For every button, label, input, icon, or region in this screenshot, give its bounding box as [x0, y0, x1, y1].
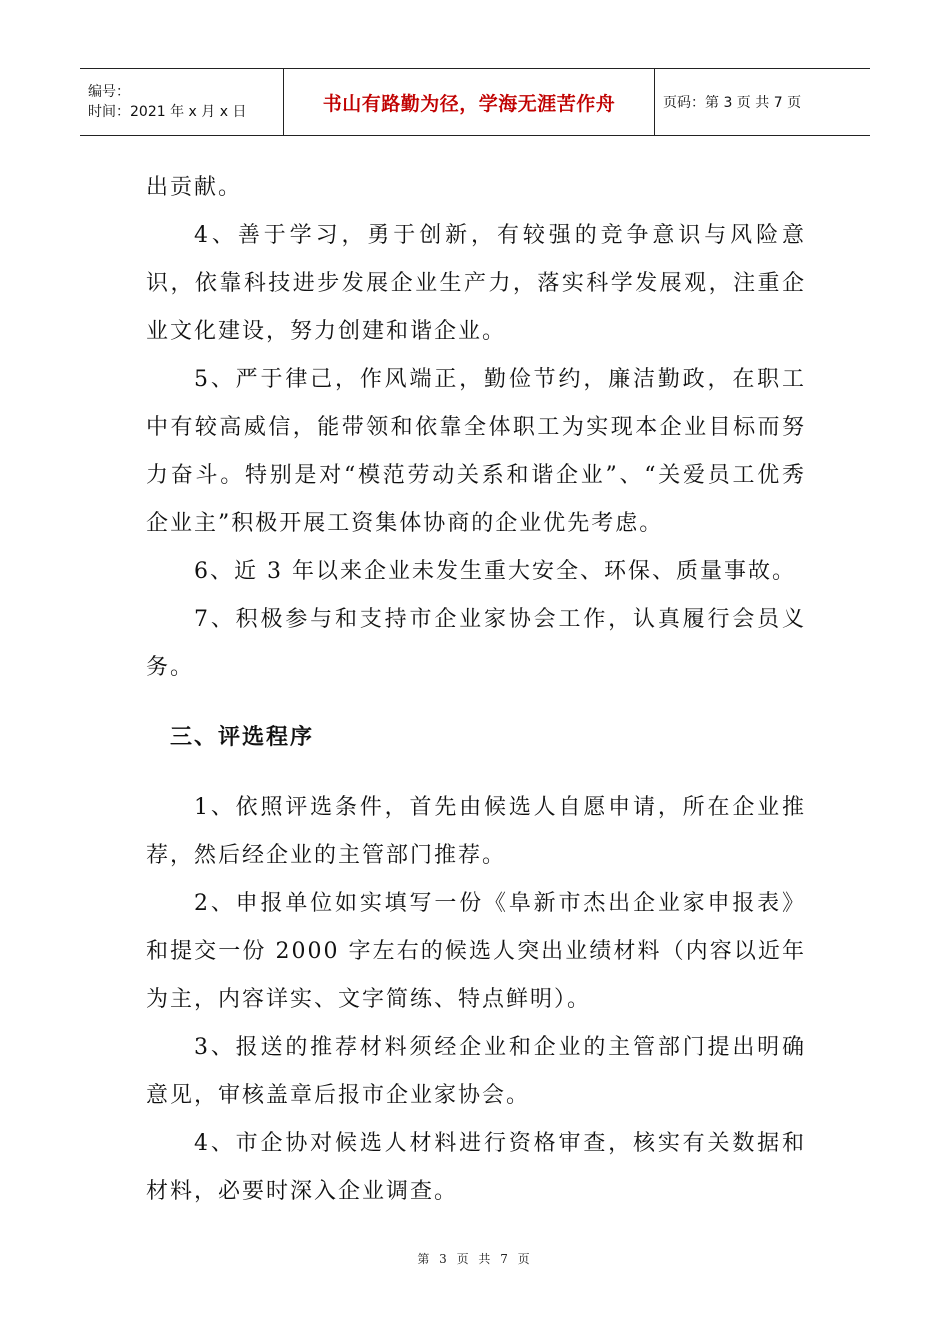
paragraph-item-6: 6、近 3 年以来企业未发生重大安全、环保、质量事故。	[194, 559, 796, 584]
document-number-label: 编号：	[88, 84, 130, 100]
procedure-item-1: 1、依照评选条件，首先由候选人自愿申请，所在企业推荐，然后经企业的主管部门推荐。	[146, 795, 806, 868]
section-heading: 三、评选程序	[170, 725, 315, 750]
procedure-item-2: 2、申报单位如实填写一份《阜新市杰出企业家申报表》和提交一份 2000 字左右的候选人突出业绩材料（内容以近年为主，内容详实、文字简练、特点鲜明）。	[146, 891, 806, 1012]
page-code-text: 页码：第 3 页 共 7 页	[663, 95, 802, 111]
procedure-item-3: 3、报送的推荐材料须经企业和企业的主管部门提出明确意见，审核盖章后报市企业家协会。	[146, 1035, 806, 1108]
document-time-label: 时间：2021 年 x 月 x 日	[88, 104, 247, 120]
paragraph-item-7: 7、积极参与和支持市企业家协会工作，认真履行会员义务。	[146, 607, 806, 680]
header-meta	[80, 69, 283, 135]
page-footer	[0, 1250, 950, 1267]
paragraph-item-4: 4、善于学习，勇于创新，有较强的竞争意识与风险意识，依靠科技进步发展企业生产力，落实科学发展观，注重企业文化建设，努力创建和谐企业。	[146, 223, 806, 344]
motto-text: 书山有路勤为径，学海无涯苦作舟	[322, 92, 616, 115]
page-header	[80, 68, 870, 136]
document-body	[146, 164, 806, 1216]
paragraph-continuation: 出贡献。	[146, 175, 243, 200]
header-page-code	[655, 69, 870, 135]
footer-page-number: 第 3 页 共 7 页	[417, 1252, 533, 1266]
procedure-item-4: 4、市企协对候选人材料进行资格审查，核实有关数据和材料，必要时深入企业调查。	[146, 1131, 806, 1204]
paragraph-item-5: 5、严于律己，作风端正，勤俭节约，廉洁勤政，在职工中有较高威信，能带领和依靠全体职工为实现本企业目标而努力奋斗。特别是对“模范劳动关系和谐企业”、“关爱员工优秀企业主”积极开展工资集体协商的企业优先考虑。	[146, 367, 806, 536]
header-motto	[283, 69, 655, 135]
